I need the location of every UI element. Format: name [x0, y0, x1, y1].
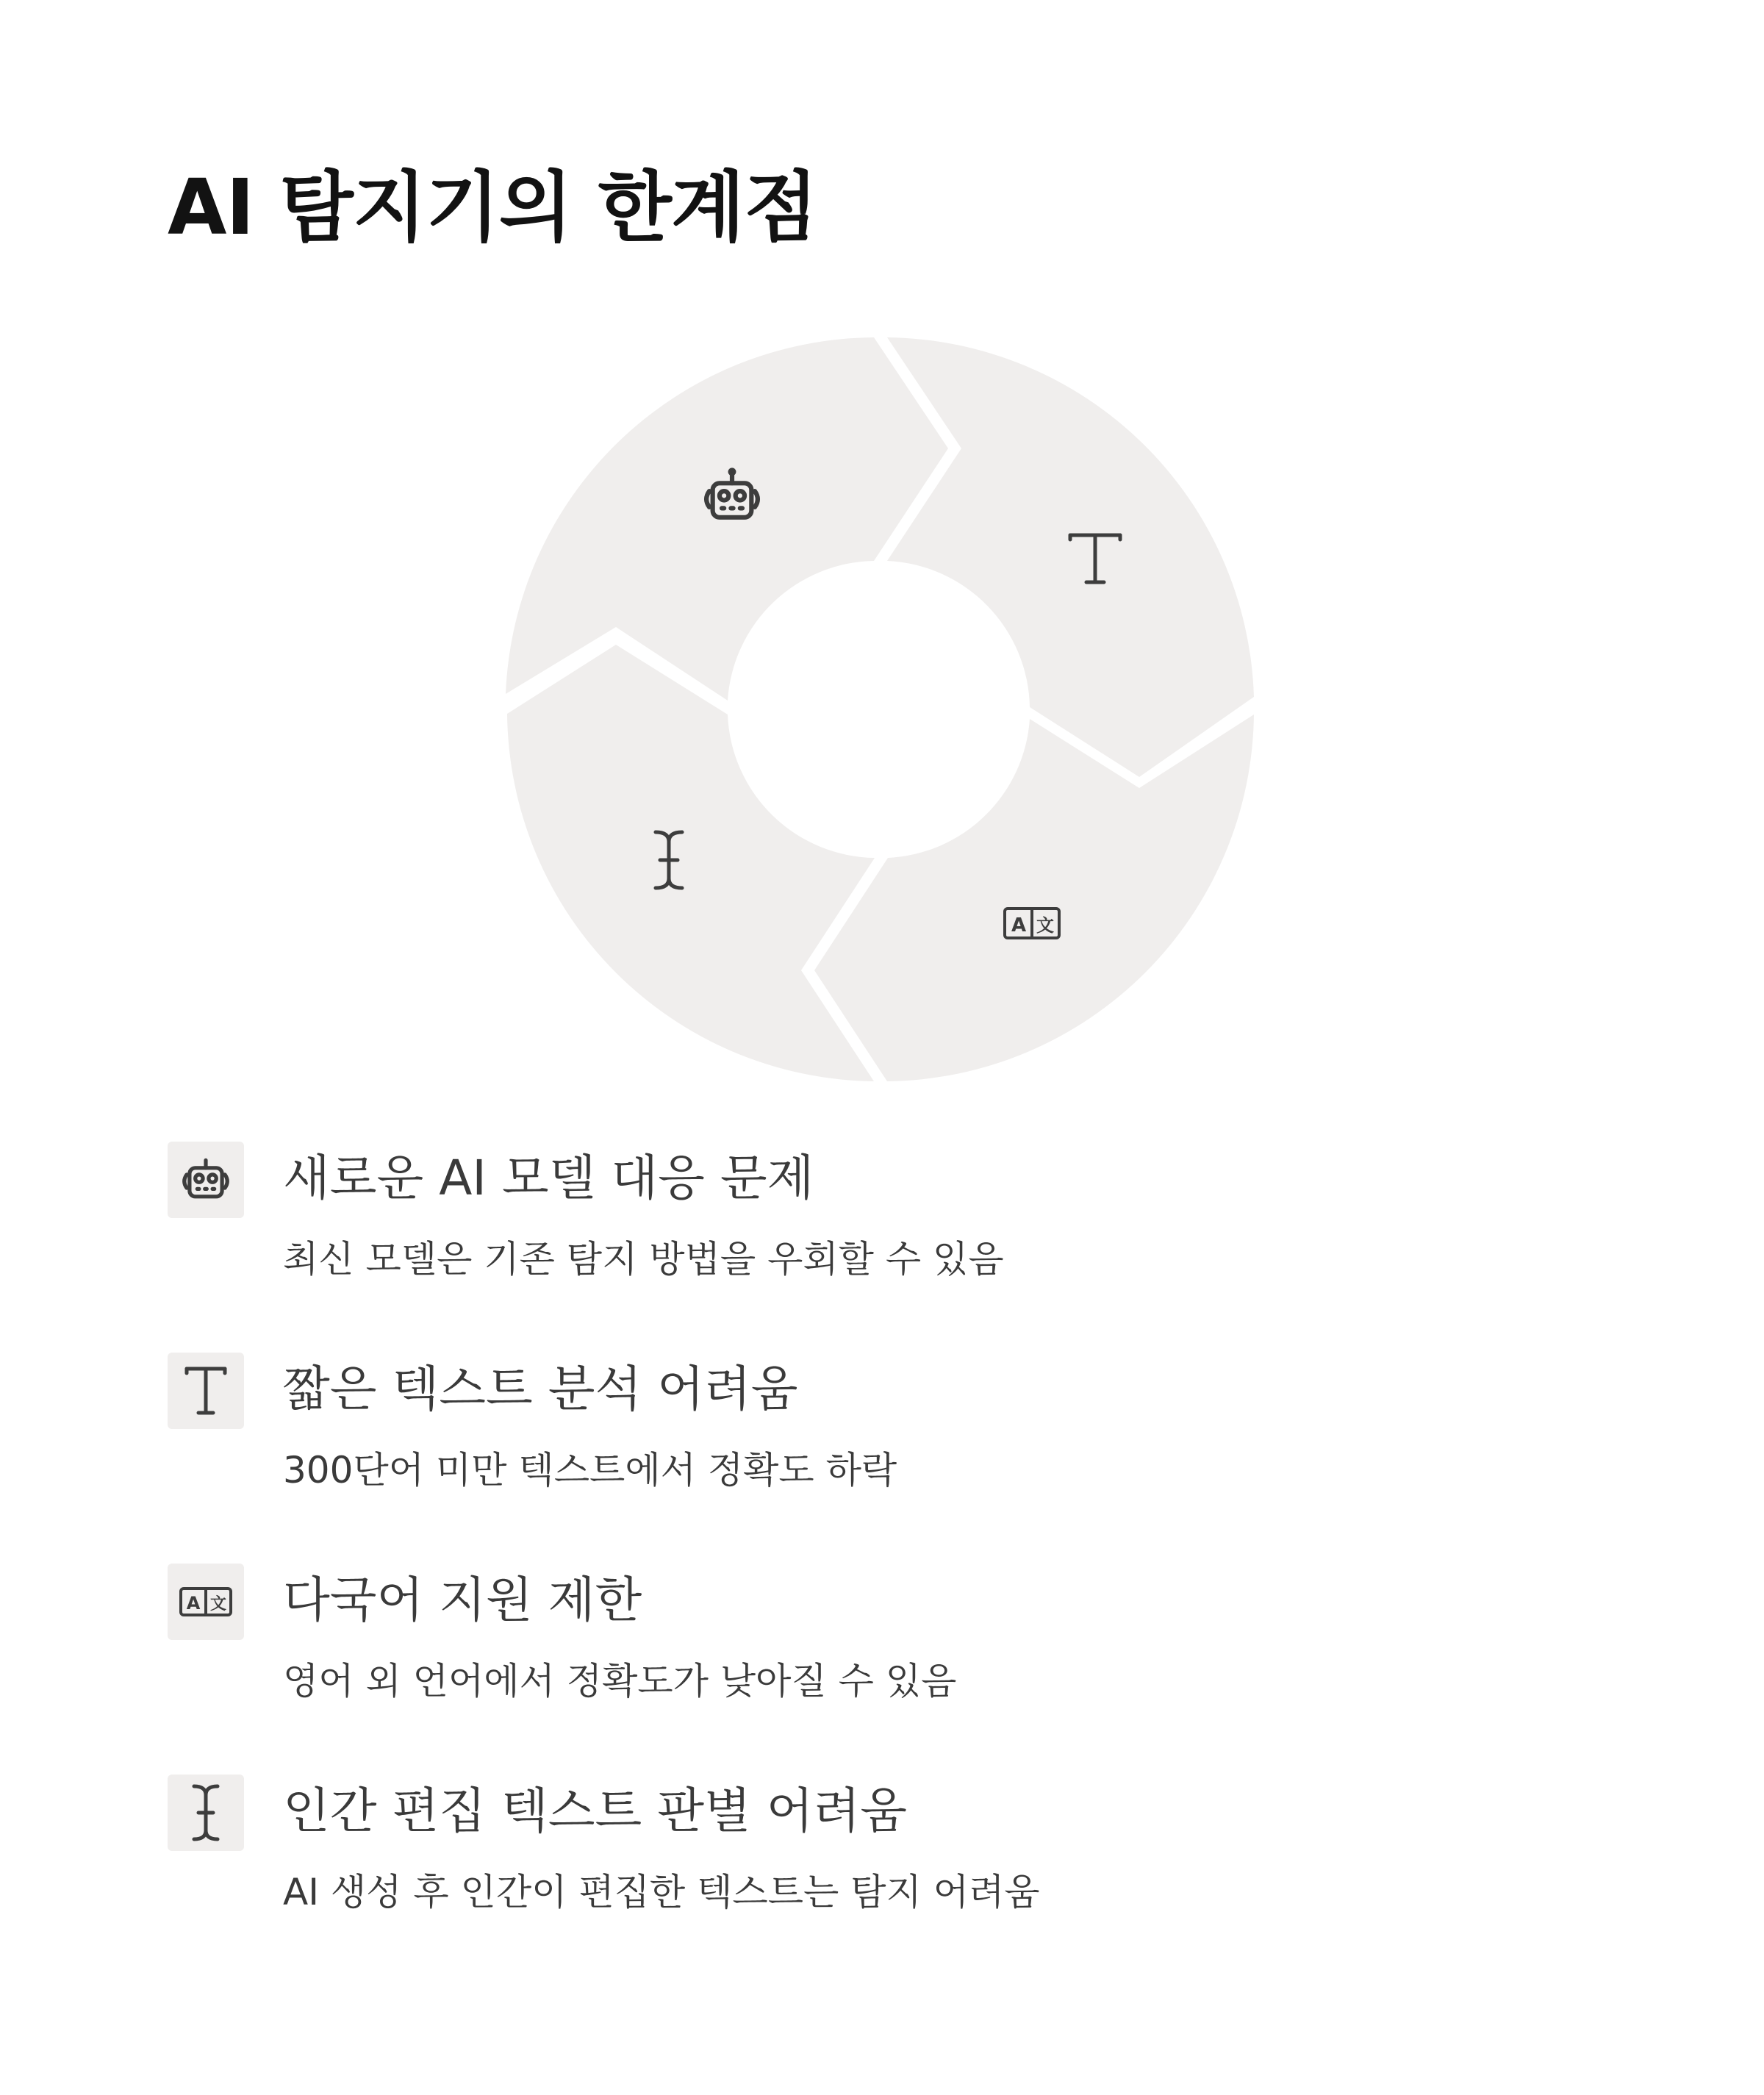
item-title: 새로운 AI 모델 대응 문제 [283, 1150, 814, 1206]
item-icon-box [168, 1142, 244, 1218]
item-description: 최신 모델은 기존 탐지 방법을 우회할 수 있음 [283, 1238, 1004, 1281]
translate-icon [168, 1564, 244, 1640]
item-title: 짧은 텍스트 분석 어려움 [283, 1361, 798, 1417]
translate-icon-right-glyph: 文 [209, 1595, 227, 1614]
item-title: 인간 편집 텍스트 판별 어려움 [283, 1783, 907, 1839]
item-description: 영어 외 언어에서 정확도가 낮아질 수 있음 [283, 1660, 957, 1702]
item-icon-box [168, 1564, 244, 1640]
cycle-segment-bottom-left [507, 645, 875, 1081]
text-cursor-icon [168, 1775, 244, 1851]
list-item-human-edited [168, 1775, 1564, 1936]
translate-icon-left-glyph: A [1011, 914, 1027, 937]
page-title: AI 탐지기의 한계점 [168, 162, 817, 252]
item-title: 다국어 지원 제한 [283, 1572, 642, 1628]
list-item-short-text [168, 1353, 1564, 1514]
item-icon-box [168, 1353, 244, 1429]
list-item-multilingual [168, 1564, 1564, 1725]
robot-icon [168, 1142, 244, 1218]
translate-icon-left-glyph: A [186, 1593, 201, 1614]
item-icon-box [168, 1775, 244, 1851]
cycle-segment-bottom-right [814, 715, 1254, 1081]
text-t-icon [168, 1353, 244, 1429]
item-description: AI 생성 후 인간이 편집한 텍스트는 탐지 어려움 [283, 1871, 1040, 1913]
translate-icon-right-glyph: 文 [1036, 915, 1054, 936]
item-description: 300단어 미만 텍스트에서 정확도 하락 [283, 1449, 897, 1491]
cycle-segment-top-right [887, 337, 1254, 777]
list-item-new-ai-models [168, 1142, 1564, 1303]
